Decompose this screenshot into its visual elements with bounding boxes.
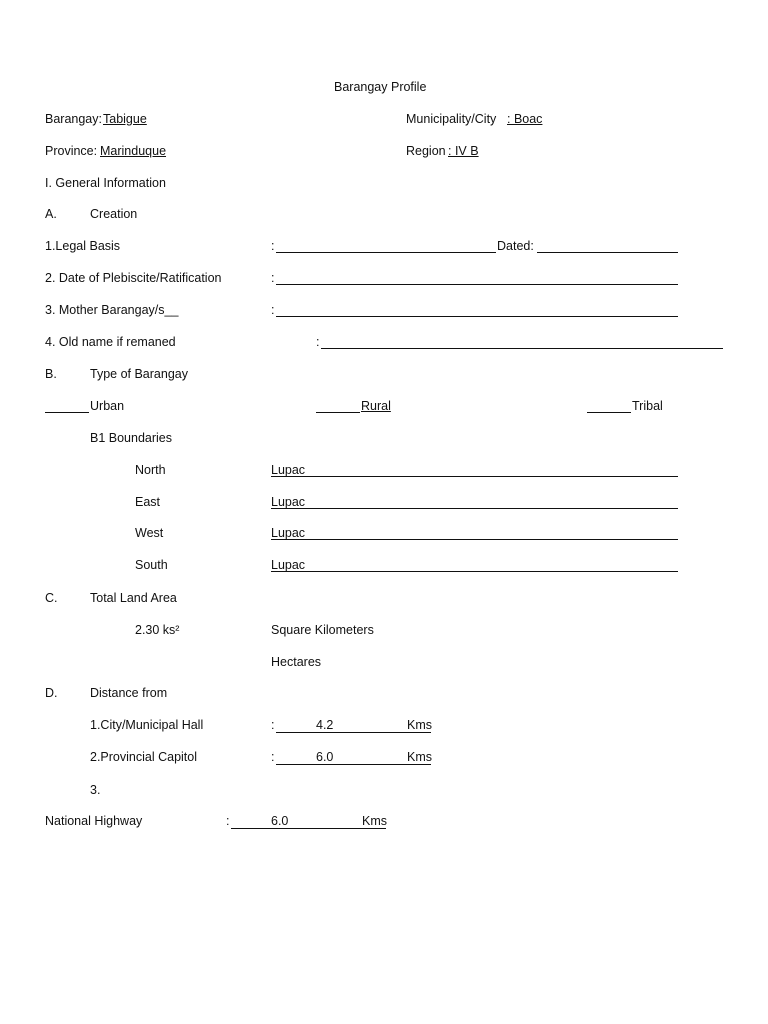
old-name-colon: : bbox=[316, 335, 320, 349]
barangay-label: Barangay: bbox=[45, 112, 102, 126]
city-hall-colon: : bbox=[271, 718, 275, 732]
section-d-letter: D. bbox=[45, 686, 58, 700]
highway-label: National Highway bbox=[45, 814, 143, 828]
plebiscite-line bbox=[276, 284, 678, 285]
land-area-unit-ha: Hectares bbox=[271, 655, 322, 669]
east-value: Lupac bbox=[271, 495, 306, 509]
province-value: Marinduque bbox=[100, 144, 167, 158]
west-label: West bbox=[135, 526, 164, 540]
east-label: East bbox=[135, 495, 161, 509]
section-d-label: Distance from bbox=[90, 686, 168, 700]
capitol-unit: Kms bbox=[407, 750, 432, 764]
north-value: Lupac bbox=[271, 463, 306, 477]
page-title: Barangay Profile bbox=[334, 80, 427, 94]
old-name-label: 4. Old name if remaned bbox=[45, 335, 176, 349]
south-line bbox=[271, 571, 678, 572]
section-c-label: Total Land Area bbox=[90, 591, 177, 605]
land-area-value: 2.30 ks² bbox=[135, 623, 180, 637]
section-a-letter: A. bbox=[45, 207, 57, 221]
capitol-value: 6.0 bbox=[316, 750, 334, 764]
city-hall-label: 1.City/Municipal Hall bbox=[90, 718, 204, 732]
capitol-colon: : bbox=[271, 750, 275, 764]
municipality-label: Municipality/City bbox=[406, 112, 497, 126]
south-label: South bbox=[135, 558, 168, 572]
urban-blank bbox=[45, 412, 89, 413]
mother-barangay-colon: : bbox=[271, 303, 275, 317]
tribal-blank bbox=[587, 412, 631, 413]
legal-basis-colon: : bbox=[271, 239, 275, 253]
highway-colon: : bbox=[226, 814, 230, 828]
urban-label: Urban bbox=[90, 399, 125, 413]
section-b-label: Type of Barangay bbox=[90, 367, 188, 381]
distance-item-3: 3. bbox=[90, 783, 101, 797]
section-c-letter: C. bbox=[45, 591, 58, 605]
boundaries-heading: B1 Boundaries bbox=[90, 431, 173, 445]
plebiscite-colon: : bbox=[271, 271, 275, 285]
west-value: Lupac bbox=[271, 526, 306, 540]
region-label: Region bbox=[406, 144, 446, 158]
barangay-value: Tabigue bbox=[103, 112, 147, 126]
land-area-unit-km: Square Kilometers bbox=[271, 623, 374, 637]
capitol-label: 2.Provincial Capitol bbox=[90, 750, 197, 764]
old-name-line bbox=[321, 348, 723, 349]
mother-barangay-label: 3. Mother Barangay/s__ bbox=[45, 303, 179, 317]
section-a-label: Creation bbox=[90, 207, 138, 221]
legal-basis-line bbox=[276, 252, 496, 253]
legal-basis-label: 1.Legal Basis bbox=[45, 239, 121, 253]
north-line bbox=[271, 476, 678, 477]
tribal-label: Tribal bbox=[632, 399, 663, 413]
plebiscite-label: 2. Date of Plebiscite/Ratification bbox=[45, 271, 222, 285]
east-line bbox=[271, 508, 678, 509]
highway-unit: Kms bbox=[362, 814, 387, 828]
city-hall-value: 4.2 bbox=[316, 718, 334, 732]
dated-line bbox=[537, 252, 678, 253]
highway-value: 6.0 bbox=[271, 814, 289, 828]
section-b-letter: B. bbox=[45, 367, 57, 381]
city-hall-unit: Kms bbox=[407, 718, 432, 732]
region-value: : IV B bbox=[448, 144, 479, 158]
province-label: Province: bbox=[45, 144, 98, 158]
north-label: North bbox=[135, 463, 166, 477]
rural-blank bbox=[316, 412, 360, 413]
section-general-information: I. General Information bbox=[45, 176, 166, 190]
municipality-value: : Boac bbox=[507, 112, 543, 126]
dated-label: Dated: bbox=[497, 239, 534, 253]
west-line bbox=[271, 539, 678, 540]
mother-barangay-line bbox=[276, 316, 678, 317]
rural-label: Rural bbox=[361, 399, 391, 413]
south-value: Lupac bbox=[271, 558, 306, 572]
